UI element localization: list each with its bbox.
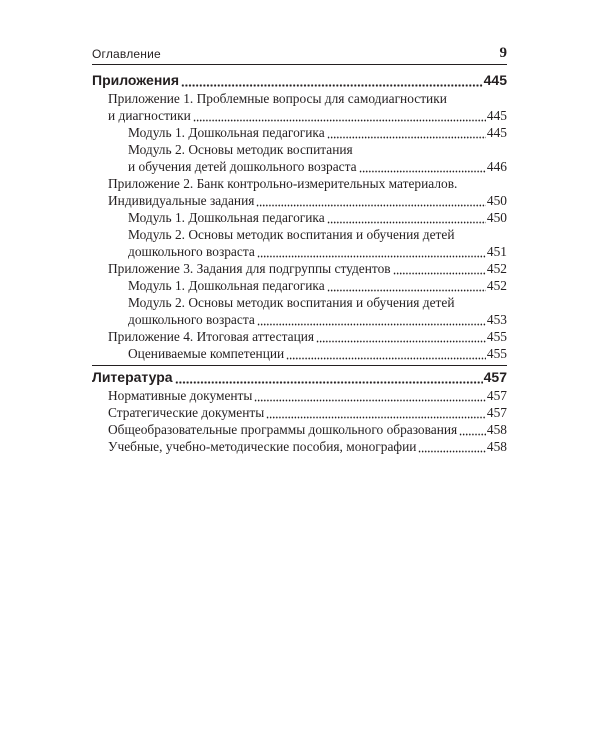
toc-leader — [266, 404, 486, 421]
toc-leader — [254, 387, 485, 404]
toc-page: 445 — [486, 108, 507, 123]
toc-page: 457 — [486, 405, 507, 420]
toc-entry-appendix-2 — [108, 192, 507, 209]
toc-leader — [257, 311, 486, 328]
toc-leader — [175, 369, 483, 386]
toc-leader — [327, 124, 486, 141]
toc-page: 445 — [483, 72, 507, 88]
toc-section-appendices — [92, 72, 507, 89]
page-number: 9 — [499, 45, 507, 61]
toc-page: 452 — [486, 261, 507, 276]
toc-entry-competencies — [128, 345, 507, 362]
toc-title: Нормативные документы — [108, 388, 253, 403]
toc-leader — [327, 209, 486, 226]
toc-entry-line: Модуль 2. Основы методик воспитания и обучения детей — [128, 227, 455, 242]
toc-entry-strategic — [108, 404, 507, 421]
toc-page: 458 — [486, 422, 507, 437]
toc-leader — [256, 192, 485, 209]
toc-page: 458 — [486, 439, 507, 454]
toc-title: Индивидуальные задания — [108, 193, 255, 208]
toc-page: 457 — [486, 388, 507, 403]
toc-title: Модуль 1. Дошкольная педагогика — [128, 278, 325, 293]
toc-entry-module-1 — [128, 277, 507, 294]
toc-page: 455 — [486, 346, 507, 361]
toc-title: Приложение 3. Задания для подгруппы студентов — [108, 261, 391, 276]
toc-entry-module-2 — [128, 158, 507, 175]
toc-entry-appendix-1 — [108, 107, 507, 124]
toc-entry-module-1 — [128, 124, 507, 141]
toc-page: 450 — [486, 210, 507, 225]
toc-title: Стратегические документы — [108, 405, 265, 420]
toc-entry-programs — [108, 421, 507, 438]
toc-entry-normative — [108, 387, 507, 404]
toc-leader — [327, 277, 486, 294]
toc-entry-module-2 — [128, 243, 507, 260]
toc-leader — [393, 260, 486, 277]
toc-page: 453 — [486, 312, 507, 327]
toc-leader — [316, 328, 486, 345]
toc-entry-appendix-4 — [108, 328, 507, 345]
toc-title: Общеобразовательные программы дошкольного образования — [108, 422, 458, 437]
toc-page: 452 — [486, 278, 507, 293]
toc-entry-line: Модуль 2. Основы методик воспитания — [128, 142, 353, 157]
section-divider — [92, 365, 507, 366]
toc-title: Модуль 1. Дошкольная педагогика — [128, 210, 325, 225]
toc-entry-module-1 — [128, 209, 507, 226]
toc-title: Литература — [92, 369, 173, 385]
toc-title: дошкольного возраста — [128, 244, 255, 259]
toc-entry-module-2 — [128, 311, 507, 328]
toc-title: дошкольного возраста — [128, 312, 255, 327]
toc-title: и диагностики — [108, 108, 191, 123]
toc-title: Учебные, учебно-методические пособия, монографии — [108, 439, 417, 454]
toc-title: Приложения — [92, 72, 180, 88]
toc-page: 451 — [486, 244, 507, 259]
toc-leader — [193, 107, 486, 124]
toc-title: Оцениваемые компетенции — [128, 346, 285, 361]
toc-entry-line: Модуль 2. Основы методик воспитания и обучения детей — [128, 295, 455, 310]
toc-title: Приложение 4. Итоговая аттестация — [108, 329, 315, 344]
running-header — [92, 42, 507, 65]
toc-page: 445 — [486, 125, 507, 140]
toc-page: 455 — [486, 329, 507, 344]
toc-section-literature — [92, 369, 507, 386]
toc-page: 446 — [486, 159, 507, 174]
toc-leader — [257, 243, 486, 260]
toc-leader — [359, 158, 486, 175]
toc-leader — [286, 345, 486, 362]
toc-entry-line: Приложение 2. Банк контрольно-измерительных материалов. — [108, 176, 458, 191]
toc-title: и обучения детей дошкольного возраста — [128, 159, 357, 174]
running-header-title: Оглавление — [92, 47, 161, 61]
toc-page: 450 — [486, 193, 507, 208]
toc-page: 457 — [483, 369, 507, 385]
toc-leader — [459, 421, 486, 438]
toc-entry-appendix-3 — [108, 260, 507, 277]
toc-leader — [418, 438, 485, 455]
toc-title: Модуль 1. Дошкольная педагогика — [128, 125, 325, 140]
toc-entry-line: Приложение 1. Проблемные вопросы для самодиагностики — [108, 91, 447, 106]
toc-leader — [181, 72, 483, 89]
toc-entry-textbooks — [108, 438, 507, 455]
